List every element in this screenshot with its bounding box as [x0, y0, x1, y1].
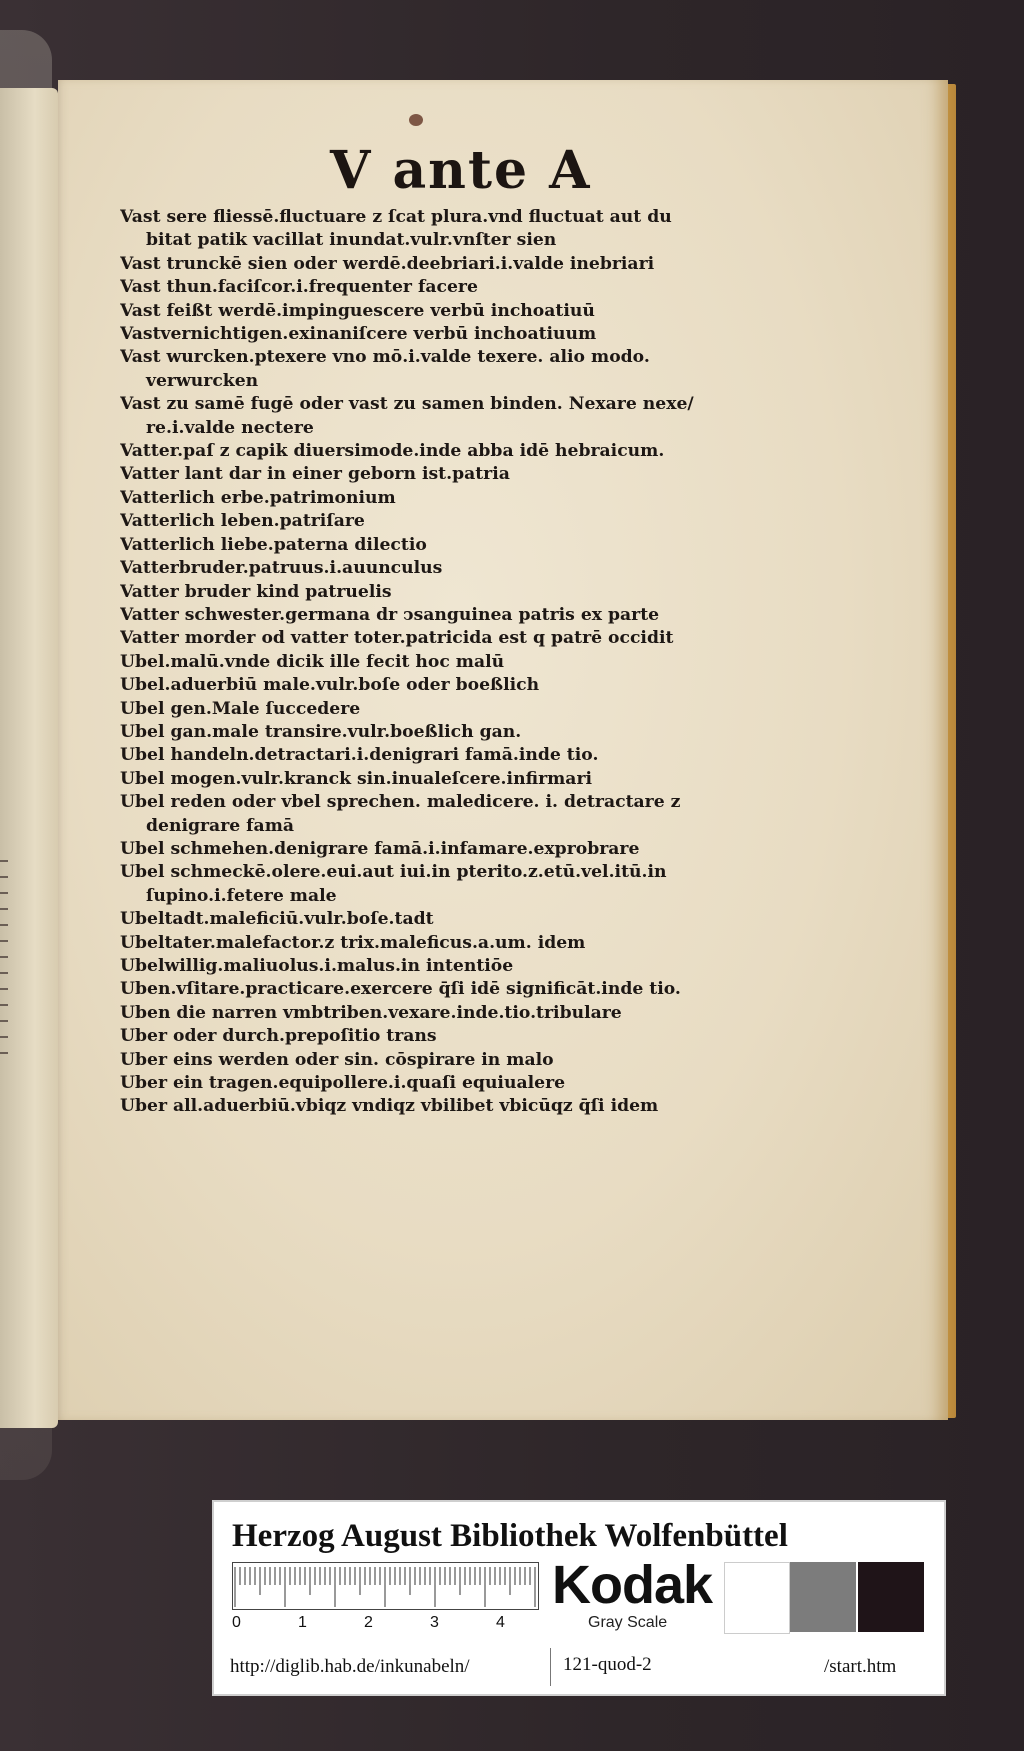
text-line: Ubel.aduerbiū male.vulr.boſe oder boeßlich — [120, 675, 540, 696]
text-line: Ubel.malū.vnde dicik ille fecit hoc malū — [120, 651, 505, 672]
text-line: Ubel schmeckē.olere.eui.aut iui.in pterito.z.etū.vel.itū.in — [120, 862, 667, 883]
text-line: Ubel schmehen.denigrare famā.i.infamare.exprobrare — [120, 838, 640, 859]
text-line: Vast wurcken.ptexere vno mō.i.valde texere. alio modo. — [120, 347, 650, 368]
text-line: Ubel reden oder vbel sprechen. maledicere. i. detractare z — [120, 792, 681, 813]
library-name: Herzog August Bibliothek Wolfenbüttel — [232, 1518, 788, 1554]
text-line: Vatter schwester.germana dr ↄsanguinea patris ex parte — [120, 604, 660, 625]
archive-url-suffix: /start.htm — [824, 1656, 897, 1677]
text-line: Vatter morder od vatter toter.patricida est q patrē occidit — [120, 628, 674, 649]
facing-page-edge — [0, 88, 58, 1428]
ink-blot-ornament — [409, 114, 423, 126]
gray-scale-label: Gray Scale — [588, 1614, 668, 1631]
ruler-label-2: 2 — [364, 1614, 373, 1631]
text-line: Vatter lant dar in einer geborn ist.patria — [120, 464, 510, 485]
text-line: Ubel gan.male transire.vulr.boeßlich gan. — [120, 721, 522, 742]
text-line: Vastvernichtigen.exinaniſcere verbū inchoatiuum — [120, 324, 597, 345]
text-line: Vast trunckē sien oder werdē.deebriari.i.valde inebriari — [120, 253, 655, 274]
facing-page-margin-marks — [0, 860, 10, 1120]
ruler-label-1: 1 — [298, 1614, 307, 1631]
text-line: Ubel handeln.detractari.i.denigrari famā.inde tio. — [120, 745, 599, 766]
text-line: Uber all.aduerbiū.vbiqz vndiqz vbilibet vbicūqz q̄ſi idem — [120, 1096, 659, 1117]
ruler-label-0: 0 — [232, 1614, 241, 1631]
text-line: Ubeltater.malefactor.z trix.maleficus.a.um. idem — [120, 932, 586, 953]
text-line: Vatterlich leben.patriſare — [120, 511, 365, 532]
text-line: Uber ein tragen.equipollere.i.quaſi equiualere — [120, 1073, 566, 1094]
gray-patch-white — [724, 1562, 790, 1634]
text-line: Ubel mogen.vulr.kranck sin.inualeſcere.infirmari — [120, 768, 593, 789]
text-line: Vatterlich liebe.paterna dilectio — [120, 534, 427, 555]
text-line: Vatter bruder kind patruelis — [120, 581, 392, 602]
ruler-label-4: 4 — [496, 1614, 505, 1631]
shelfmark-code: 121-quod-2 — [550, 1648, 664, 1686]
kodak-logo: Kodak — [552, 1555, 713, 1615]
text-line: Uber eins werden oder sin. cōspirare in malo — [120, 1049, 554, 1070]
library-color-card — [212, 1500, 946, 1696]
text-line: denigrare famā — [146, 815, 295, 836]
text-line: ſupino.i.fetere male — [146, 885, 337, 906]
gray-patch-dark — [858, 1562, 924, 1632]
text-line: Uber oder durch.prepoſitio trans — [120, 1026, 437, 1047]
measurement-ruler — [232, 1562, 537, 1642]
text-line: re.i.valde nectere — [146, 417, 314, 438]
text-line: bitat patik vacillat inundat.vulr.vnſter sien — [146, 230, 557, 251]
ruler-label-3: 3 — [430, 1614, 439, 1631]
text-line: Vast feißt werdē.impinguescere verbū inchoatiuū — [120, 300, 595, 321]
archive-url: http://diglib.hab.de/inkunabeln/ — [230, 1656, 470, 1677]
ruler-ticks — [232, 1562, 539, 1610]
text-line: Ubelwillig.maliuolus.i.malus.in intentiōe — [120, 956, 514, 976]
page-heading: V ante A — [330, 140, 592, 201]
text-line: Ubel gen.Male ſuccedere — [120, 698, 361, 719]
text-line: Vast zu samē fugē oder vast zu samen binden. Nexare nexe/ — [120, 394, 694, 415]
text-line: Ubeltadt.maleficiū.vulr.boſe.tadt — [120, 909, 434, 930]
text-line: Uben.vſitare.practicare.exercere q̄ſi idē significāt.inde tio. — [120, 979, 681, 1000]
gray-patch-mid — [790, 1562, 856, 1632]
text-line: Uben die narren vmbtriben.vexare.inde.tio.tribulare — [120, 1002, 622, 1023]
text-line: Vast sere fliessē.fluctuare z ſcat plura.vnd fluctuat aut du — [120, 207, 672, 227]
glossary-text-block — [120, 206, 700, 1119]
text-line: verwurcken — [146, 370, 259, 391]
text-line: Vatterlich erbe.patrimonium — [120, 487, 396, 508]
text-line: Vatter.paſ z capik diuersimode.inde abba idē hebraicum. — [120, 441, 665, 462]
text-line: Vatterbruder.patruus.i.auunculus — [120, 558, 443, 579]
text-line: Vast thun.faciſcor.i.frequenter facere — [120, 277, 478, 298]
